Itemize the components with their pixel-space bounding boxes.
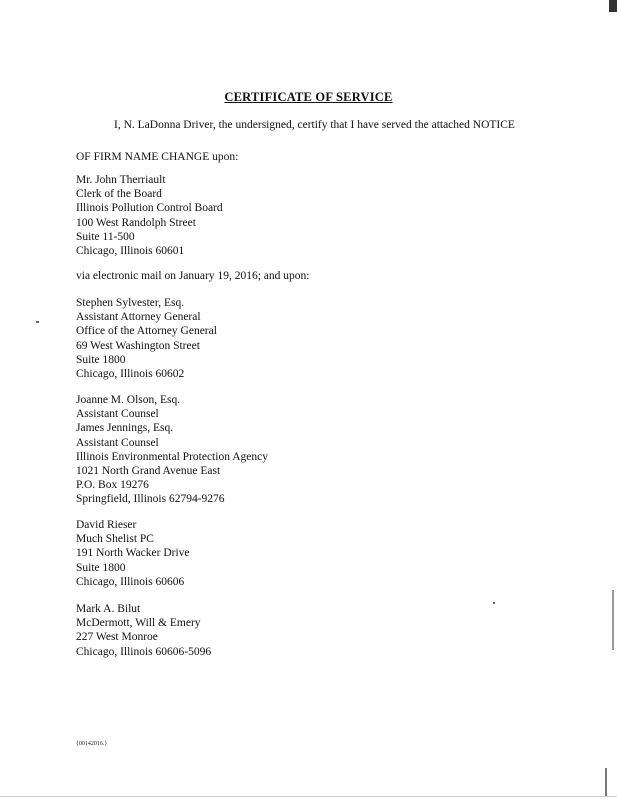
address-line: Chicago, Illinois 60601: [76, 245, 185, 258]
intro-line-1: I, N. LaDonna Driver, the undersigned, certify that I have served the attached NOTICE: [114, 119, 515, 131]
service-note: via electronic mail on January 19, 2016; and upon:: [76, 270, 310, 282]
scan-artifact: [493, 602, 495, 604]
address-line: Suite 1800: [76, 353, 126, 366]
recipient-block-board: [76, 173, 223, 258]
address-line: Suite 11-500: [76, 230, 135, 243]
address-line: Illinois Pollution Control Board: [76, 202, 223, 215]
address-line: 1021 North Grand Avenue East: [76, 465, 221, 478]
address-line: 191 North Wacker Drive: [76, 547, 190, 560]
address-line: P.O. Box 19276: [76, 479, 149, 492]
address-line: McDermott, Will & Emery: [76, 617, 201, 630]
address-line: Chicago, Illinois 60606: [76, 575, 185, 588]
scan-artifact: [612, 590, 614, 650]
address-line: Chicago, Illinois 60602: [76, 368, 185, 381]
address-line: 69 West Washington Street: [76, 339, 200, 352]
address-line: Illinois Environmental Protection Agency: [76, 450, 268, 463]
address-line: Joanne M. Olson, Esq.: [76, 394, 181, 406]
address-line: Much Shelist PC: [76, 533, 154, 546]
address-line: Clerk of the Board: [76, 188, 162, 201]
certificate-title: CERTIFICATE OF SERVICE: [224, 90, 393, 104]
address-line: Chicago, Illinois 60606-5096: [76, 645, 212, 658]
address-line: Assistant Counsel: [76, 436, 159, 449]
address-line: Assistant Attorney General: [76, 311, 201, 324]
recipient-block-iepa: [76, 393, 268, 507]
address-line: Suite 1800: [76, 561, 126, 574]
address-line: James Jennings, Esq.: [76, 422, 174, 435]
scan-artifact: [609, 0, 617, 12]
address-line: Assistant Counsel: [76, 408, 159, 421]
address-line: 100 West Randolph Street: [76, 216, 196, 229]
address-line: Springfield, Illinois 62794-9276: [76, 493, 225, 506]
address-line: 227 West Monroe: [76, 631, 158, 644]
recipient-block-bilut: [76, 602, 211, 659]
address-line: Mark A. Bilut: [76, 603, 141, 615]
recipient-block-attorney-general: [76, 296, 217, 381]
scan-artifact: [36, 321, 39, 323]
scan-artifact: [0, 796, 617, 797]
address-line: Stephen Sylvester, Esq.: [76, 297, 185, 309]
address-line: Mr. John Therriault: [76, 174, 166, 186]
address-line: David Rieser: [76, 519, 137, 531]
address-line: Office of the Attorney General: [76, 325, 217, 338]
recipient-block-rieser: [76, 518, 190, 589]
scan-artifact: [605, 768, 607, 796]
intro-line-2: OF FIRM NAME CHANGE upon:: [76, 151, 239, 163]
document-id-code: {00142016.}: [76, 741, 108, 747]
